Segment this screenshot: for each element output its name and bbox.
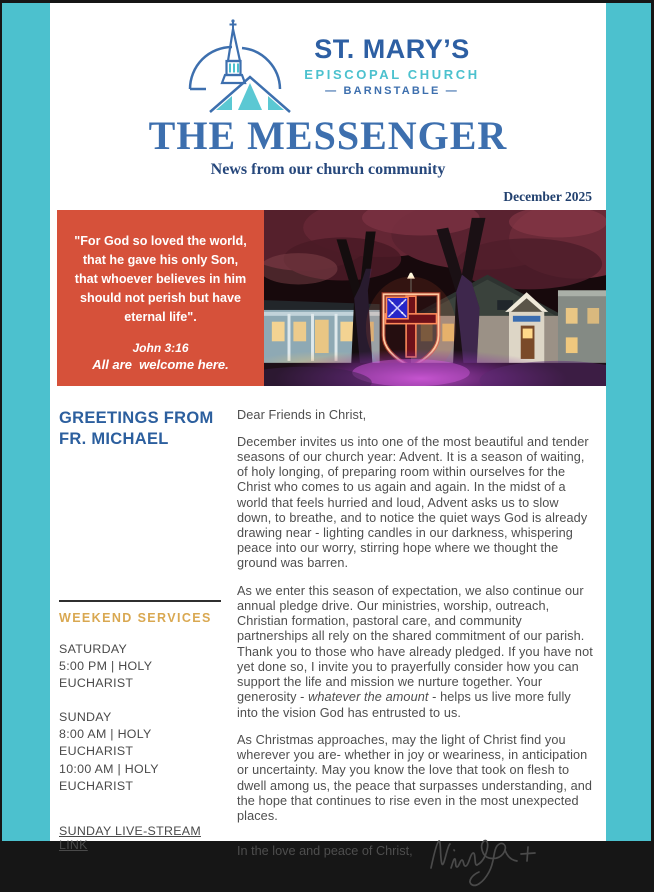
letter-paragraph-emphasis: whatever the amount (308, 690, 429, 705)
letter-column (237, 408, 606, 892)
sidebar-column (50, 408, 237, 892)
newsletter-title: THE MESSENGER (148, 113, 508, 158)
letter-paragraph-text: - helps us live more fully into the vision God has entrusted to us. (237, 690, 571, 720)
masthead-header (50, 3, 606, 210)
letter-paragraph-text: As we enter this season of expectation, we also continue our annual pledge drive. Our ministries, worship, outreach, Christian formation, pastoral care, and community partnerships all rely on the shared commitment of our parish. Thank you to those who have already pledged. If you have not yet done so, I invite you to prayerfully consider how you can support the life and mission we nurture together. Your generosity - (237, 583, 593, 705)
logo-location: — BARNSTABLE — (325, 84, 459, 97)
service-time: 10:00 AM | HOLY EUCHARIST (59, 761, 159, 794)
letter-salutation: Dear Friends in Christ, (237, 408, 367, 423)
scripture-quote: "For God so loved the world, that he gave his only Son, that whoever believes in him should not perish but have eternal life". (74, 234, 247, 324)
page-content (50, 3, 606, 859)
scripture-quote-box (57, 210, 264, 386)
church-photo (264, 210, 606, 386)
signature-michael-script (427, 834, 537, 892)
issue-date: December 2025 (503, 189, 592, 204)
weekend-services-block (59, 600, 221, 854)
church-steeple-icon (176, 17, 294, 115)
service-time: 5:00 PM | HOLY EUCHARIST (59, 658, 153, 691)
livestream-link[interactable]: SUNDAY LIVE-STREAM LINK (59, 823, 201, 852)
services-divider (59, 600, 221, 602)
hero-section (57, 210, 606, 386)
letter-closing-row (237, 836, 594, 892)
service-day-label: SUNDAY (59, 709, 112, 724)
right-border-bar (606, 3, 651, 841)
newsletter-tagline: News from our church community (210, 161, 446, 178)
main-section (50, 408, 606, 892)
logo-church-name: ST. MARY’S (314, 34, 470, 65)
letter-paragraph (237, 584, 594, 721)
logo-denomination: EPISCOPAL CHURCH (304, 66, 480, 82)
service-time: 8:00 AM | HOLY EUCHARIST (59, 727, 152, 759)
letter-paragraph: December invites us into one of the most beautiful and tender seasons of our church year: Advent. It is a season of waiting, of holy longing, of preparing room within ourselves for the Christ who comes to us again and again. In the midst of a world that feels hurried and loud, Advent asks us to slow down, to breathe, and to notice the quiet ways God is already drawing near - lighting candles in our darkness, whispering peace into our worry, stirring hope where we thought the ground was barren. (237, 434, 589, 571)
rector-letter (237, 408, 594, 892)
greetings-heading: GREETINGS FROM FR. MICHAEL (59, 409, 214, 448)
welcome-line: All are welcome here. (92, 357, 229, 373)
letter-paragraph: As Christmas approaches, may the light of Christ find you wherever you are- whether in joy or weariness, in anticipation or uncertainty. May you know the love that took on flesh to dwell among us, the peace that surpasses understanding, and the hope that continues to rise even in the most unexpected places. (237, 732, 593, 823)
church-night-photo-illustration (264, 210, 606, 386)
scripture-reference: John 3:16 (132, 341, 189, 356)
left-border-bar (2, 3, 50, 841)
logo-wordmark (304, 35, 479, 96)
newsletter-page (2, 3, 651, 859)
service-day-label: SATURDAY (59, 641, 128, 656)
church-logo (50, 16, 606, 116)
weekend-services-heading: WEEKEND SERVICES (59, 610, 212, 625)
letter-closing: In the love and peace of Christ, (237, 844, 413, 859)
saturday-services (59, 641, 221, 693)
sunday-services (59, 709, 221, 796)
